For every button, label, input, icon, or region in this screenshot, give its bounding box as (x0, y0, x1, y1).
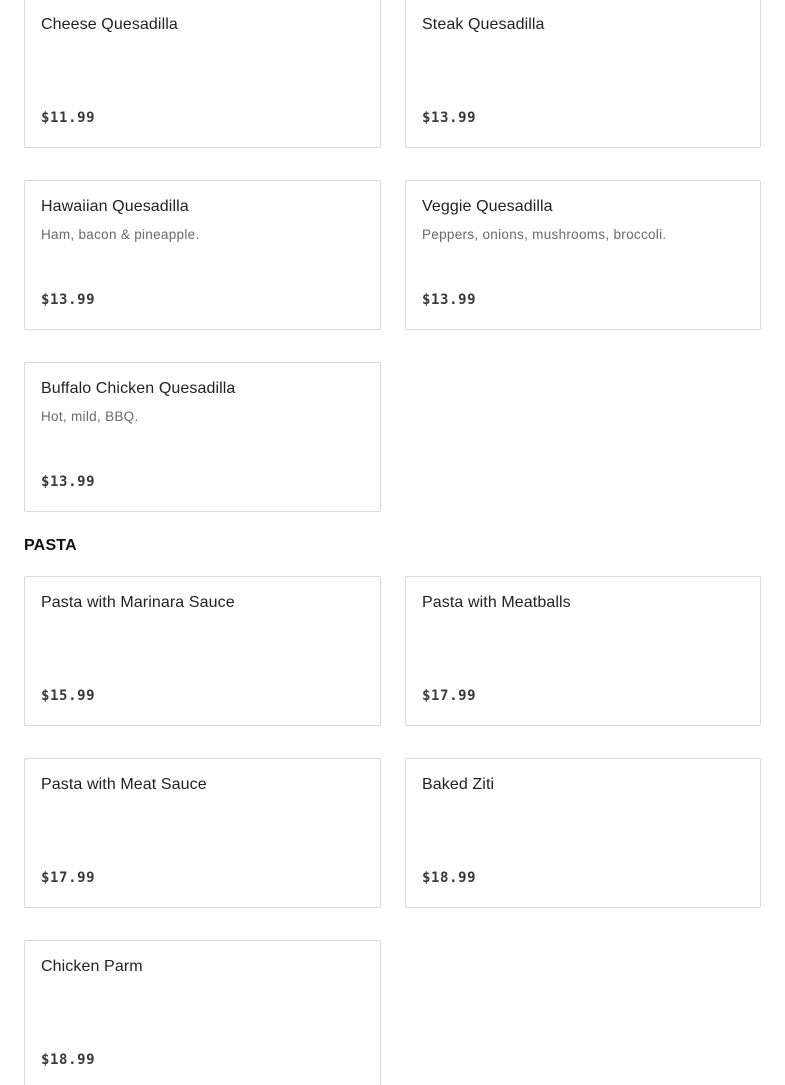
menu-item-price: $13.99 (41, 292, 96, 308)
menu-item-price: $17.99 (422, 688, 477, 704)
menu-item-name: Baked Ziti (422, 776, 495, 793)
menu-item-price: $11.99 (41, 110, 96, 126)
menu-item-price: $17.99 (41, 870, 96, 886)
menu-item-card[interactable] (405, 0, 761, 148)
section-heading-pasta: PASTA (24, 537, 77, 554)
menu-item-name: Veggie Quesadilla (422, 198, 553, 215)
menu-item-description: Ham, bacon & pineapple. (41, 227, 200, 242)
menu-item-card[interactable] (24, 758, 381, 908)
menu-item-name: Cheese Quesadilla (41, 16, 178, 33)
menu-item-name: Pasta with Meatballs (422, 594, 571, 611)
menu-item-card[interactable] (24, 180, 381, 330)
menu-item-price: $18.99 (41, 1052, 96, 1068)
menu-item-card[interactable] (405, 180, 761, 330)
menu-item-price: $18.99 (422, 870, 477, 886)
menu-item-name: Pasta with Meat Sauce (41, 776, 207, 793)
menu-item-card[interactable] (24, 362, 381, 512)
menu-item-price: $13.99 (41, 474, 96, 490)
menu-item-description: Hot, mild, BBQ. (41, 409, 139, 424)
menu-item-name: Buffalo Chicken Quesadilla (41, 380, 236, 397)
menu-item-price: $13.99 (422, 110, 477, 126)
menu-item-card[interactable] (24, 0, 381, 148)
menu-item-price: $15.99 (41, 688, 96, 704)
menu-item-card[interactable] (405, 758, 761, 908)
menu-item-card[interactable] (24, 576, 381, 726)
menu-item-name: Chicken Parm (41, 958, 143, 975)
menu-item-card[interactable] (405, 576, 761, 726)
menu-item-name: Hawaiian Quesadilla (41, 198, 189, 215)
menu-item-name: Steak Quesadilla (422, 16, 545, 33)
menu-item-card[interactable] (24, 940, 381, 1085)
menu-item-description: Peppers, onions, mushrooms, broccoli. (422, 227, 667, 242)
menu-item-price: $13.99 (422, 292, 477, 308)
menu-item-name: Pasta with Marinara Sauce (41, 594, 235, 611)
